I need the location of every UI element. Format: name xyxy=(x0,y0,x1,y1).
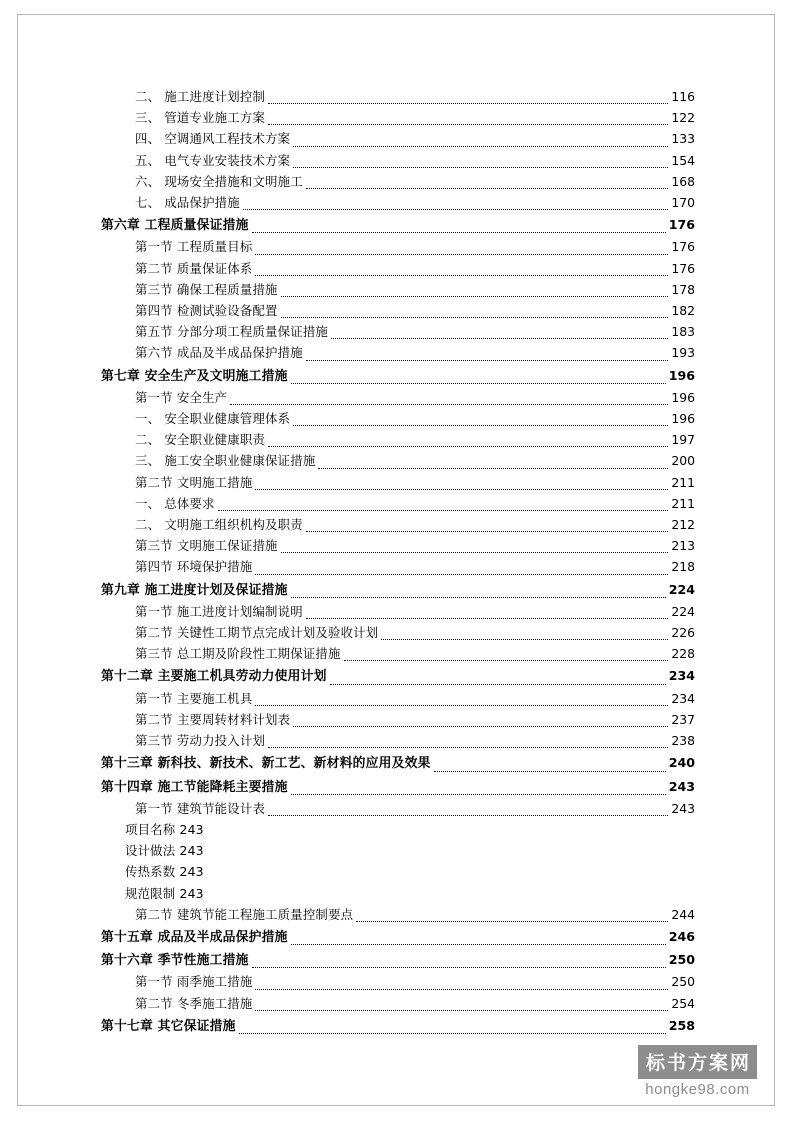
toc-entry-page-number: 224 xyxy=(671,603,695,619)
toc-entry[interactable] xyxy=(95,776,695,798)
toc-entry-label: 第一节 工程质量目标 xyxy=(135,239,253,255)
toc-entry-leader xyxy=(344,659,669,661)
toc-entry-leader xyxy=(207,857,692,858)
toc-entry-page-number: 196 xyxy=(671,411,695,427)
toc-entry-label: 二、 文明施工组织机构及职责 xyxy=(135,517,303,533)
toc-entry[interactable] xyxy=(95,643,695,664)
toc-entry[interactable] xyxy=(95,579,695,601)
toc-entry[interactable] xyxy=(95,514,695,535)
toc-entry-page-number: 234 xyxy=(668,668,695,684)
toc-entry-leader xyxy=(306,530,669,532)
toc-entry-label: 第一节 雨季施工措施 xyxy=(135,974,253,990)
toc-entry-leader xyxy=(291,793,666,795)
toc-entry-page-number: 213 xyxy=(671,538,695,554)
toc-entry-leader xyxy=(252,231,666,233)
table-of-contents xyxy=(95,86,695,1037)
toc-entry-leader xyxy=(293,166,668,168)
toc-entry-label: 第四节 环境保护措施 xyxy=(135,559,253,575)
toc-entry-leader xyxy=(434,770,666,772)
toc-entry-page-number: 243 xyxy=(671,800,695,816)
toc-entry-leader xyxy=(293,725,668,727)
toc-entry-page-number: 258 xyxy=(668,1017,695,1033)
toc-entry-leader xyxy=(255,274,668,276)
toc-entry-leader xyxy=(218,509,669,511)
toc-entry-page-number: 211 xyxy=(671,474,695,490)
toc-entry-label: 第六章 工程质量保证措施 xyxy=(101,218,249,234)
toc-entry[interactable] xyxy=(95,300,695,321)
toc-entry[interactable] xyxy=(95,993,695,1014)
toc-entry-leader xyxy=(255,573,668,575)
toc-entry[interactable] xyxy=(95,450,695,471)
toc-entry-leader xyxy=(255,988,668,990)
toc-entry-leader xyxy=(306,617,669,619)
toc-entry-leader xyxy=(381,638,668,640)
toc-entry[interactable] xyxy=(95,709,695,730)
toc-entry[interactable] xyxy=(95,107,695,128)
toc-entry-page-number: 250 xyxy=(668,952,695,968)
toc-entry[interactable] xyxy=(95,926,695,948)
toc-entry-leader xyxy=(291,596,666,598)
toc-entry-label: 五、 电气专业安装技术方案 xyxy=(135,152,291,168)
toc-entry-page-number: 218 xyxy=(671,559,695,575)
toc-entry-label: 第一节 安全生产 xyxy=(135,389,228,405)
toc-entry-leader xyxy=(268,746,668,748)
toc-entry-label: 第三节 文明施工保证措施 xyxy=(135,538,278,554)
toc-entry-leader xyxy=(356,920,668,922)
toc-entry[interactable] xyxy=(95,236,695,257)
toc-entry-leader xyxy=(207,900,692,901)
toc-entry-page-number: 212 xyxy=(671,517,695,533)
toc-entry-page-number: 176 xyxy=(668,217,695,233)
toc-entry-leader xyxy=(268,123,668,125)
toc-entry[interactable] xyxy=(95,279,695,300)
toc-entry-leader xyxy=(268,102,668,104)
toc-entry-label: 第十六章 季节性施工措施 xyxy=(101,953,249,969)
toc-entry-leader xyxy=(331,337,668,339)
toc-entry-label: 第十五章 成品及半成品保护措施 xyxy=(101,929,288,945)
toc-entry-page-number: 244 xyxy=(671,906,695,922)
toc-entry[interactable] xyxy=(95,688,695,709)
toc-entry-leader xyxy=(306,359,669,361)
toc-entry-label: 第二节 关键性工期节点完成计划及验收计划 xyxy=(135,625,379,641)
toc-entry[interactable] xyxy=(95,493,695,514)
toc-entry-leader xyxy=(293,145,668,147)
toc-entry-leader xyxy=(281,295,669,297)
toc-entry-leader xyxy=(255,1009,668,1011)
toc-entry-page-number: 224 xyxy=(668,581,695,597)
toc-entry-label: 六、 现场安全措施和文明施工 xyxy=(135,173,303,189)
toc-entry-leader xyxy=(252,966,666,968)
toc-entry-leader xyxy=(291,943,666,945)
toc-entry[interactable] xyxy=(95,192,695,213)
toc-entry-label: 第九章 施工进度计划及保证措施 xyxy=(101,582,288,598)
toc-entry-label: 第六节 成品及半成品保护措施 xyxy=(135,345,303,361)
toc-entry-page-number: 228 xyxy=(671,646,695,662)
toc-entry[interactable] xyxy=(95,840,695,861)
watermark xyxy=(638,1045,757,1098)
toc-entry[interactable] xyxy=(95,949,695,971)
toc-entry[interactable] xyxy=(95,535,695,556)
toc-entry-page-number: 226 xyxy=(671,625,695,641)
toc-entry-page-number: 122 xyxy=(671,110,695,126)
toc-entry[interactable] xyxy=(95,601,695,622)
toc-entry[interactable] xyxy=(95,214,695,236)
toc-entry[interactable] xyxy=(95,429,695,450)
toc-entry-leader xyxy=(281,551,669,553)
toc-entry-label: 一、 安全职业健康管理体系 xyxy=(135,411,291,427)
toc-entry[interactable] xyxy=(95,472,695,493)
toc-entry-label: 第三节 劳动力投入计划 xyxy=(135,733,266,749)
toc-entry-page-number: 246 xyxy=(668,928,695,944)
toc-entry[interactable] xyxy=(95,883,695,904)
toc-entry[interactable] xyxy=(95,665,695,687)
toc-entry-label: 第二节 文明施工措施 xyxy=(135,474,253,490)
toc-entry-page-number: 197 xyxy=(671,432,695,448)
toc-entry-leader xyxy=(207,879,692,880)
toc-entry-leader xyxy=(318,467,668,469)
toc-entry-label: 四、 空调通风工程技术方案 xyxy=(135,131,291,147)
toc-entry-page-number: 211 xyxy=(671,495,695,511)
toc-entry-page-number: 154 xyxy=(671,152,695,168)
toc-entry[interactable] xyxy=(95,622,695,643)
toc-entry[interactable] xyxy=(95,387,695,408)
toc-entry-label: 第七章 安全生产及文明施工措施 xyxy=(101,368,288,384)
toc-entry-label: 第十三章 新科技、新技术、新工艺、新材料的应用及效果 xyxy=(101,756,431,772)
toc-entry[interactable] xyxy=(95,365,695,387)
toc-entry[interactable] xyxy=(95,798,695,819)
toc-entry-label: 第二节 建筑节能工程施工质量控制要点 xyxy=(135,906,354,922)
toc-entry[interactable] xyxy=(95,128,695,149)
toc-entry-page-number: 196 xyxy=(671,389,695,405)
toc-entry[interactable] xyxy=(95,342,695,363)
toc-entry[interactable] xyxy=(95,171,695,192)
toc-entry-label: 第五节 分部分项工程质量保证措施 xyxy=(135,324,328,340)
toc-entry-leader xyxy=(207,836,692,837)
watermark-url: hongke98.com xyxy=(645,1081,750,1098)
toc-entry-label: 第十四章 施工节能降耗主要措施 xyxy=(101,779,288,795)
toc-entry-leader xyxy=(293,424,668,426)
toc-entry-label: 传热系数 243 xyxy=(125,864,204,880)
toc-entry-label: 一、 总体要求 xyxy=(135,495,215,511)
toc-entry-leader xyxy=(268,445,668,447)
toc-entry[interactable] xyxy=(95,730,695,751)
toc-entry-page-number: 183 xyxy=(671,324,695,340)
watermark-box: 标书方案网 xyxy=(638,1045,757,1079)
toc-entry-label: 三、 管道专业施工方案 xyxy=(135,110,266,126)
toc-entry-page-number: 178 xyxy=(671,281,695,297)
toc-entry[interactable] xyxy=(95,408,695,429)
toc-entry-label: 第一节 施工进度计划编制说明 xyxy=(135,603,303,619)
toc-entry-label: 第一节 建筑节能设计表 xyxy=(135,800,266,816)
toc-entry[interactable] xyxy=(95,86,695,107)
toc-entry-page-number: 243 xyxy=(668,778,695,794)
toc-entry-leader xyxy=(239,1032,666,1034)
toc-entry[interactable] xyxy=(95,971,695,992)
toc-entry-page-number: 254 xyxy=(671,995,695,1011)
toc-entry-label: 第二节 冬季施工措施 xyxy=(135,995,253,1011)
toc-entry[interactable] xyxy=(95,556,695,577)
toc-entry-label: 项目名称 243 xyxy=(125,821,204,837)
toc-entry-leader xyxy=(243,208,668,210)
toc-entry-page-number: 238 xyxy=(671,733,695,749)
toc-entry-page-number: 170 xyxy=(671,195,695,211)
toc-entry-leader xyxy=(230,403,668,405)
toc-entry-page-number: 176 xyxy=(671,239,695,255)
toc-entry-label: 第二节 主要周转材料计划表 xyxy=(135,711,291,727)
toc-entry-page-number: 176 xyxy=(671,260,695,276)
toc-entry-leader xyxy=(255,704,668,706)
toc-entry-page-number: 116 xyxy=(671,89,695,104)
toc-entry-page-number: 193 xyxy=(671,345,695,361)
toc-entry-leader xyxy=(255,488,668,490)
toc-entry-page-number: 200 xyxy=(671,453,695,469)
toc-entry-page-number: 250 xyxy=(671,974,695,990)
toc-entry-leader xyxy=(281,316,669,318)
toc-entry-page-number: 240 xyxy=(668,755,695,771)
toc-entry-label: 七、 成品保护措施 xyxy=(135,195,240,211)
toc-entry-page-number: 168 xyxy=(671,173,695,189)
toc-entry-leader xyxy=(255,253,668,255)
toc-entry-label: 第三节 确保工程质量措施 xyxy=(135,281,278,297)
toc-entry-label: 第一节 主要施工机具 xyxy=(135,690,253,706)
toc-entry[interactable] xyxy=(95,904,695,925)
toc-entry-page-number: 196 xyxy=(668,367,695,383)
toc-entry[interactable] xyxy=(95,861,695,882)
toc-entry[interactable] xyxy=(95,819,695,840)
toc-entry-leader xyxy=(291,382,666,384)
toc-entry-label: 二、 施工进度计划控制 xyxy=(135,89,266,104)
toc-entry-label: 第四节 检测试验设备配置 xyxy=(135,303,278,319)
toc-entry[interactable] xyxy=(95,752,695,774)
toc-entry-leader xyxy=(330,683,666,685)
toc-entry-page-number: 133 xyxy=(671,131,695,147)
toc-entry[interactable] xyxy=(95,258,695,279)
toc-entry-page-number: 237 xyxy=(671,711,695,727)
toc-entry-leader xyxy=(268,814,668,816)
toc-entry[interactable] xyxy=(95,321,695,342)
toc-entry-label: 第三节 总工期及阶段性工期保证措施 xyxy=(135,646,341,662)
toc-entry-page-number: 234 xyxy=(671,690,695,706)
toc-entry[interactable] xyxy=(95,150,695,171)
toc-entry[interactable] xyxy=(95,1015,695,1037)
toc-entry-label: 第十七章 其它保证措施 xyxy=(101,1018,236,1034)
toc-entry-label: 设计做法 243 xyxy=(125,843,204,859)
toc-entry-label: 三、 施工安全职业健康保证措施 xyxy=(135,453,316,469)
toc-entry-label: 第十二章 主要施工机具劳动力使用计划 xyxy=(101,669,327,685)
toc-entry-label: 规范限制 243 xyxy=(125,885,204,901)
toc-entry-leader xyxy=(306,187,669,189)
toc-entry-label: 第二节 质量保证体系 xyxy=(135,260,253,276)
toc-entry-label: 二、 安全职业健康职责 xyxy=(135,432,266,448)
toc-entry-page-number: 182 xyxy=(671,303,695,319)
